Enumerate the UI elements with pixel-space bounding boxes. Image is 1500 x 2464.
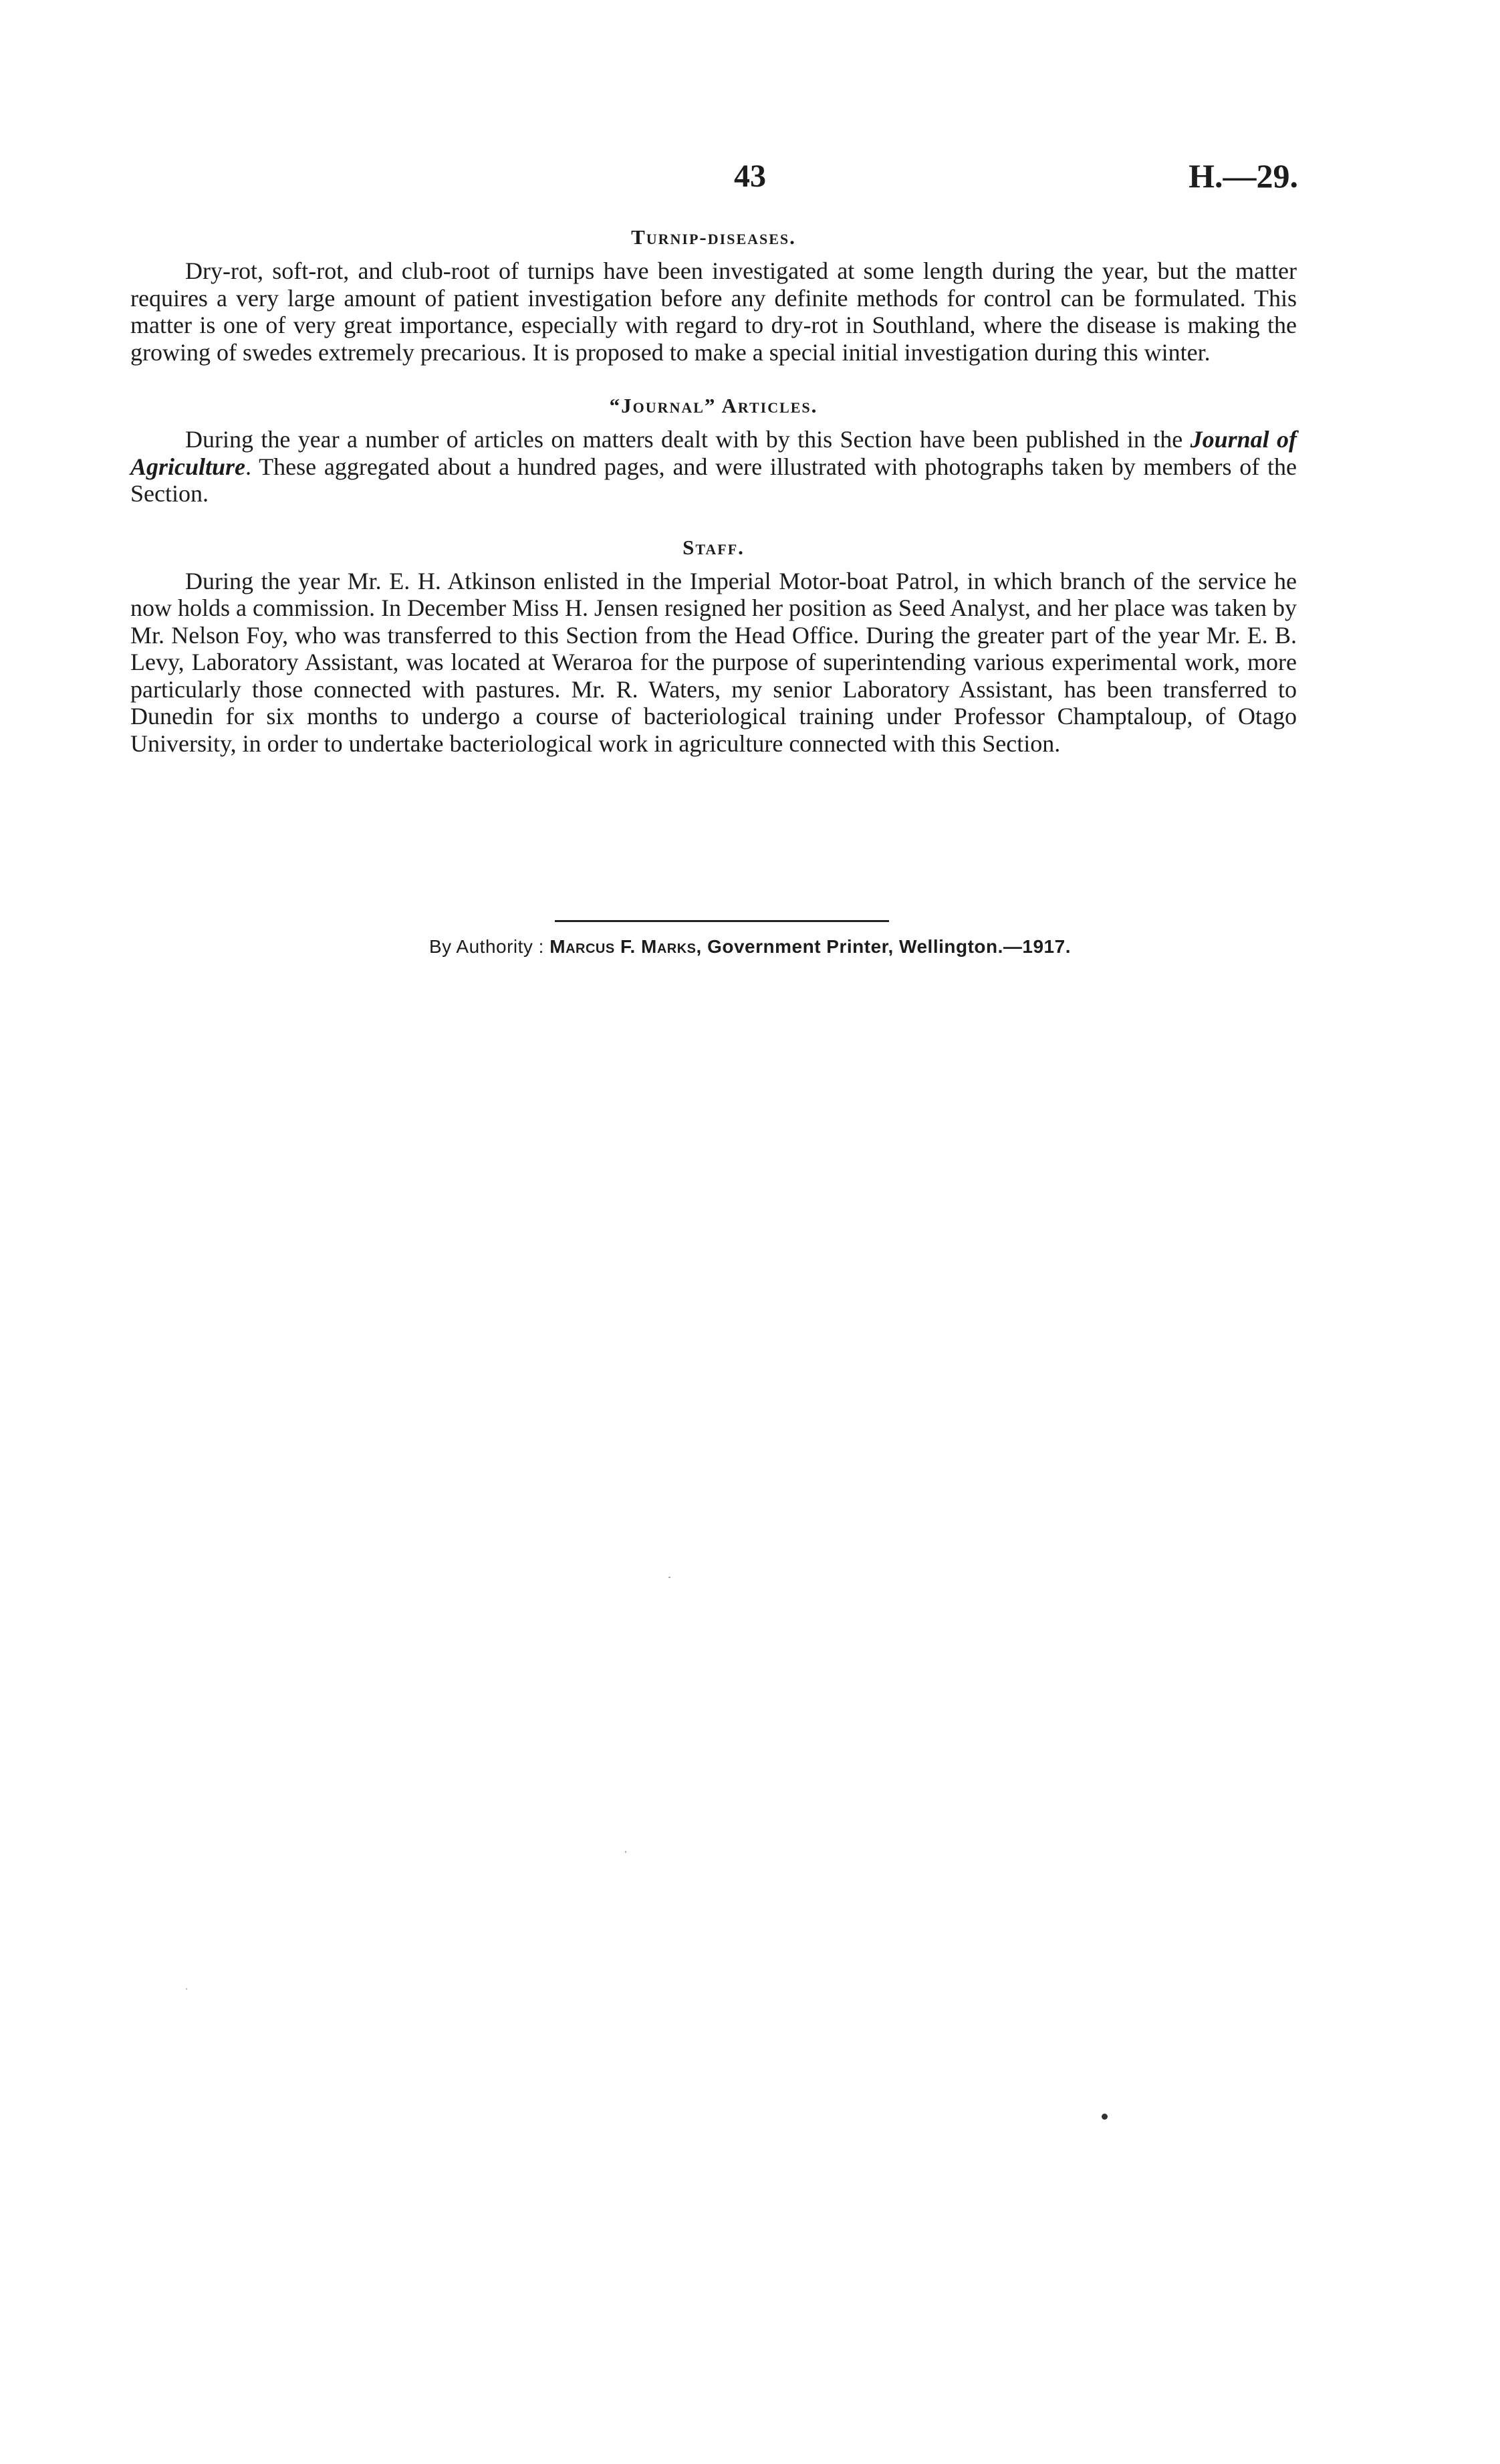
scan-speck: [186, 1988, 187, 1990]
page-number: 43: [734, 158, 766, 194]
document-series-code: H.—29.: [1189, 157, 1298, 195]
paragraph-journal-articles: [130, 426, 1297, 508]
printer-name: Marcus F. Marks: [549, 936, 697, 957]
section-heading-journal-articles: “Journal” Articles.: [609, 394, 818, 417]
document-body: [130, 224, 1297, 757]
imprint-divider: [555, 920, 889, 922]
paragraph-staff: During the year Mr. E. H. Atkinson enlisted in the Imperial Motor-boat Patrol, in which branch of the service he now holds a commission. In December Miss H. Jensen resigned her position as Seed Analyst, and her place was taken by Mr. Nelson Foy, who was transferred to this Section from the Head Office. During the greater part of the year Mr. E. B. Levy, Laboratory Assistant, was located at Weraroa for the purpose of superintending various experimental work, more particularly those connected with pastures. Mr. R. Waters, my senior Laboratory Assistant, has been transferred to Dunedin for six months to undergo a course of bacteriological training under Professor Champtaloup, of Otago University, in order to undertake bacteriological work in agriculture connected with this Section.: [130, 567, 1297, 757]
section-heading-turnip-diseases: Turnip-diseases.: [631, 225, 796, 249]
paragraph-text-before: During the year a number of articles on matters dealt with by this Section have been published in the: [185, 426, 1191, 453]
scan-speck: [625, 1851, 626, 1853]
scan-speck: [668, 1577, 670, 1578]
printer-imprint: [0, 935, 1500, 959]
section-heading-staff: Staff.: [682, 535, 745, 559]
imprint-prefix: By Authority :: [429, 936, 550, 957]
imprint-suffix: , Government Printer, Wellington.—1917.: [696, 936, 1071, 957]
paragraph-turnip-diseases: Dry-rot, soft-rot, and club-root of turnips have been investigated at some length during the year, but the matter requires a very large amount of patient investigation before any definite methods for control can be formulated. This matter is one of very great importance, especially with regard to dry-rot in Southland, where the disease is making the growing of swedes extremely precarious. It is proposed to make a special initial investigation during this winter.: [130, 257, 1297, 366]
journal-title: Journal of Agriculture: [130, 426, 1297, 480]
scan-speck: [1102, 2114, 1108, 2120]
paragraph-text-after: . These aggregated about a hundred pages, and were illustrated with photographs taken by members of the Section.: [130, 453, 1297, 507]
